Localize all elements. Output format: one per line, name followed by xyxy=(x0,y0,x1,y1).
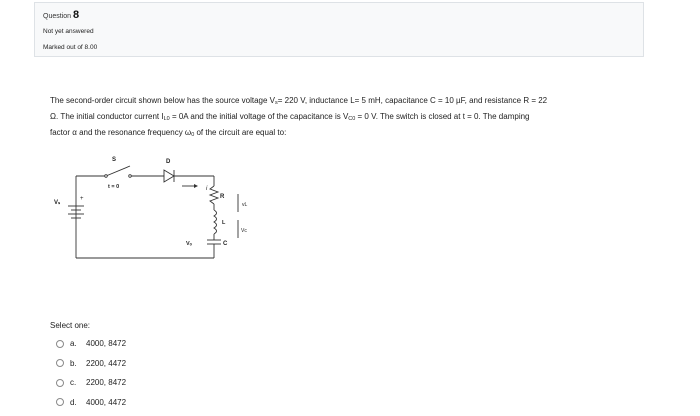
switch-time-label: t = 0 xyxy=(108,184,120,190)
option-c-radio[interactable] xyxy=(56,379,64,387)
option-c[interactable] xyxy=(56,373,126,393)
option-b-letter: b. xyxy=(70,358,77,368)
capacitor-initial-label: Vₒ xyxy=(186,241,192,247)
question-content xyxy=(34,76,694,412)
option-c-text: 2200, 8472 xyxy=(86,378,127,388)
inductor-label: L xyxy=(222,220,226,226)
circuit-diagram xyxy=(54,146,284,266)
option-d[interactable] xyxy=(56,393,126,413)
option-d-radio[interactable] xyxy=(56,398,64,406)
resistor-label: R xyxy=(220,194,225,200)
question-number: 8 xyxy=(73,9,80,21)
current-label: i xyxy=(206,186,208,192)
option-b-radio[interactable] xyxy=(56,359,64,367)
option-d-letter: d. xyxy=(70,397,77,407)
question-info-box xyxy=(34,2,644,57)
diode-label: D xyxy=(166,159,171,165)
inductor-voltage-label: vL xyxy=(242,202,248,208)
option-c-letter: c. xyxy=(70,378,77,388)
capacitor-label: C xyxy=(223,241,228,247)
option-a-letter: a. xyxy=(70,339,77,349)
question-label: Question 8 xyxy=(43,9,80,21)
option-a[interactable] xyxy=(56,334,126,354)
question-marks: Marked out of 8.00 xyxy=(43,44,98,51)
answer-options xyxy=(56,334,126,412)
source-label: Vₛ xyxy=(54,200,61,206)
option-a-text: 4000, 8472 xyxy=(86,339,127,349)
question-status: Not yet answered xyxy=(43,28,94,35)
option-a-radio[interactable] xyxy=(56,340,64,348)
option-b-text: 2200, 4472 xyxy=(86,358,127,368)
select-one-label: Select one: xyxy=(50,321,91,330)
option-d-text: 4000, 4472 xyxy=(86,397,127,407)
source-plus-label: + xyxy=(80,196,84,202)
switch-label: S xyxy=(112,157,117,163)
option-b[interactable] xyxy=(56,354,126,374)
question-text: The second-order circuit shown below has the source voltage Vs= 220 V, inductance L= 5 mH, capacitance C = 10 µF, and resistance R = 22 Ω. The initial conductor current IL0 = 0A and the initial voltage of the capacitance is VC0 = 0 V. The switch is closed at t = 0. The damping factor α and the resonance frequency ω0 of the circuit are equal to: xyxy=(50,96,548,138)
capacitor-voltage-label: Vc xyxy=(241,228,247,234)
